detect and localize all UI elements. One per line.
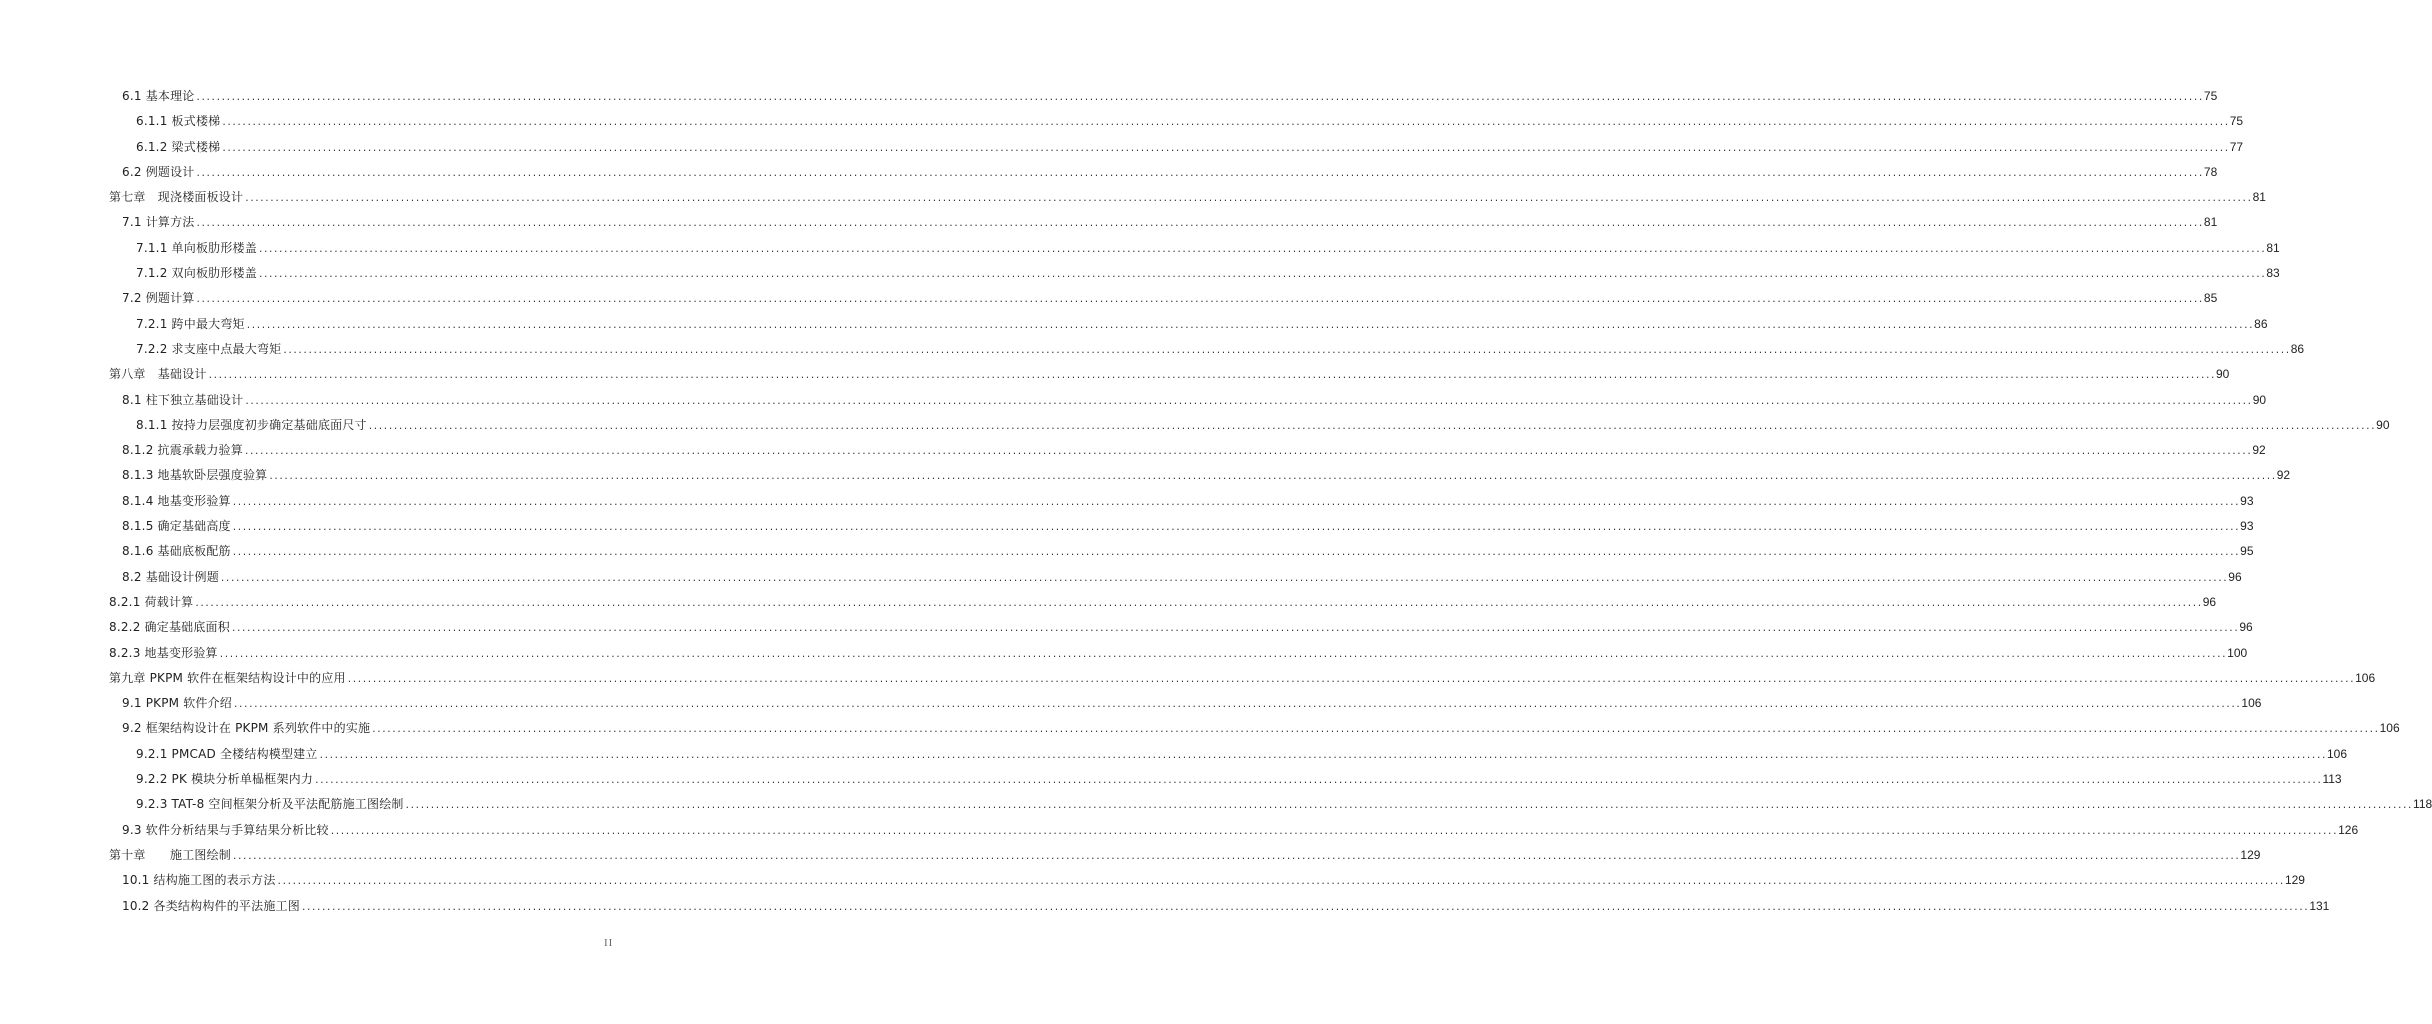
toc-entry[interactable] [0, 84, 2218, 109]
toc-entry[interactable] [0, 742, 2348, 767]
toc-leader-dots: ................................................................................................................................................................................................................................................................................................................................................................................................................ [231, 497, 2240, 508]
toc-leader-dots: ................................................................................................................................................................................................................................................................................................................................................................................................................ [194, 598, 2202, 609]
toc-entry-title: 10.1 结构施工图的表示方法 [122, 873, 276, 888]
toc-entry-title: 9.3 软件分析结果与手算结果分析比较 [122, 822, 329, 837]
toc-entry[interactable] [0, 666, 2376, 691]
toc-entry-page: 85 [2203, 291, 2218, 306]
toc-leader-dots: ................................................................................................................................................................................................................................................................................................................................................................................................................ [367, 421, 2376, 432]
toc-entry-title: 7.2.2 求支座中点最大弯矩 [136, 341, 282, 356]
toc-entry-title: 9.2 框架结构设计在 PKPM 系列软件中的实施 [122, 721, 371, 736]
toc-entry-page: 126 [2338, 822, 2359, 837]
toc-entry[interactable] [0, 894, 2330, 919]
toc-entry-page: 83 [2266, 266, 2280, 281]
toc-entry-title: 6.1.2 梁式楼梯 [136, 139, 221, 154]
toc-leader-dots: ................................................................................................................................................................................................................................................................................................................................................................................................................ [195, 168, 2203, 179]
toc-entry-title: 9.1 PKPM 软件介绍 [122, 696, 233, 711]
toc-entry-page: 81 [2203, 215, 2218, 230]
toc-leader-dots: ................................................................................................................................................................................................................................................................................................................................................................................................................ [282, 345, 2290, 356]
toc-entry-page: 86 [2254, 316, 2268, 331]
toc-leader-dots: ................................................................................................................................................................................................................................................................................................................................................................................................................ [195, 295, 2203, 306]
toc-entry-title: 8.2 基础设计例题 [122, 569, 219, 584]
toc-entry-page: 106 [2379, 721, 2400, 736]
toc-leader-dots: ................................................................................................................................................................................................................................................................................................................................................................................................................ [371, 725, 2379, 736]
toc-leader-dots: ................................................................................................................................................................................................................................................................................................................................................................................................................ [207, 371, 2215, 382]
toc-entry-page: 100 [2227, 645, 2248, 660]
toc-entry[interactable] [0, 236, 2280, 261]
toc-entry-title: 7.1 计算方法 [122, 215, 195, 230]
toc-entry[interactable] [0, 109, 2244, 134]
table-of-contents [0, 84, 2432, 919]
toc-entry-page: 93 [2240, 493, 2254, 508]
toc-leader-dots: ................................................................................................................................................................................................................................................................................................................................................................................................................ [257, 270, 2266, 281]
toc-entry-page: 113 [2322, 772, 2342, 787]
page-number: II [604, 937, 614, 949]
toc-entry-title: 7.2 例题计算 [122, 291, 195, 306]
toc-leader-dots: ................................................................................................................................................................................................................................................................................................................................................................................................................ [243, 447, 2252, 458]
toc-entry[interactable] [0, 413, 2390, 438]
toc-entry[interactable] [0, 868, 2305, 893]
toc-leader-dots: ................................................................................................................................................................................................................................................................................................................................................................................................................ [233, 700, 2241, 711]
toc-leader-dots: ................................................................................................................................................................................................................................................................................................................................................................................................................ [230, 624, 2239, 635]
toc-entry[interactable] [0, 691, 2262, 716]
toc-entry-title: 8.1.3 地基软卧层强度验算 [122, 468, 268, 483]
toc-entry-title: 10.2 各类结构构件的平法施工图 [122, 898, 300, 913]
toc-leader-dots: ................................................................................................................................................................................................................................................................................................................................................................................................................ [244, 396, 2252, 407]
toc-entry-page: 96 [2239, 620, 2253, 635]
toc-entry-title: 7.2.1 跨中最大弯矩 [136, 316, 245, 331]
toc-leader-dots: ................................................................................................................................................................................................................................................................................................................................................................................................................ [221, 143, 2229, 154]
toc-leader-dots: ................................................................................................................................................................................................................................................................................................................................................................................................................ [300, 902, 2309, 913]
toc-entry-page: 77 [2229, 139, 2244, 154]
toc-entry-page: 90 [2216, 367, 2230, 382]
toc-entry[interactable] [0, 286, 2218, 311]
toc-entry-title: 7.1.1 单向板肋形楼盖 [136, 240, 257, 255]
toc-entry[interactable] [0, 489, 2254, 514]
toc-entry[interactable] [0, 615, 2253, 640]
toc-leader-dots: ................................................................................................................................................................................................................................................................................................................................................................................................................ [232, 851, 2240, 862]
toc-entry-page: 129 [2240, 847, 2261, 862]
toc-entry-title: 8.1.6 基础底板配筋 [122, 544, 231, 559]
toc-leader-dots: ................................................................................................................................................................................................................................................................................................................................................................................................................ [219, 573, 2228, 584]
toc-entry-page: 96 [2228, 569, 2242, 584]
toc-entry[interactable] [0, 539, 2254, 564]
toc-entry-title: 6.1.1 板式楼梯 [136, 114, 221, 129]
toc-leader-dots: ................................................................................................................................................................................................................................................................................................................................................................................................................ [195, 93, 2203, 103]
toc-entry-title: 8.1 柱下独立基础设计 [122, 392, 244, 407]
toc-entry-page: 131 [2309, 898, 2330, 913]
toc-entry-title: 第八章 基础设计 [109, 367, 207, 382]
toc-entry-title: 9.2.3 TAT-8 空间框架分析及平法配筋施工图绘制 [136, 797, 404, 812]
toc-entry-page: 92 [2276, 468, 2291, 483]
toc-entry-title: 7.1.2 双向板肋形楼盖 [136, 266, 257, 281]
toc-entry-page: 93 [2240, 519, 2254, 534]
toc-entry-page: 90 [2376, 417, 2390, 432]
toc-entry-page: 90 [2252, 392, 2267, 407]
toc-leader-dots: ................................................................................................................................................................................................................................................................................................................................................................................................................ [268, 472, 2276, 483]
toc-entry-title: 8.1.2 抗震承载力验算 [122, 443, 243, 458]
toc-entry-page: 86 [2290, 341, 2305, 356]
toc-leader-dots: ................................................................................................................................................................................................................................................................................................................................................................................................................ [318, 750, 2326, 761]
toc-leader-dots: ................................................................................................................................................................................................................................................................................................................................................................................................................ [221, 118, 2229, 129]
toc-entry-page: 106 [2355, 670, 2376, 685]
toc-entry-title: 8.1.5 确定基础高度 [122, 519, 231, 534]
toc-leader-dots: ................................................................................................................................................................................................................................................................................................................................................................................................................ [245, 320, 2254, 331]
toc-leader-dots: ................................................................................................................................................................................................................................................................................................................................................................................................................ [231, 548, 2240, 559]
toc-entry[interactable] [0, 210, 2218, 235]
toc-entry-page: 95 [2240, 544, 2254, 559]
toc-entry[interactable] [0, 135, 2244, 160]
toc-entry[interactable] [0, 590, 2217, 615]
toc-entry-title: 8.2.2 确定基础底面积 [109, 620, 230, 635]
toc-entry-page: 78 [2203, 164, 2218, 179]
toc-entry-title: 8.2.3 地基变形验算 [109, 645, 218, 660]
toc-entry-page: 96 [2202, 594, 2217, 609]
toc-entry-title: 第十章 施工图绘制 [109, 847, 232, 862]
toc-entry[interactable] [0, 843, 2261, 868]
toc-entry-page: 106 [2326, 746, 2348, 761]
toc-entry-page: 75 [2203, 89, 2218, 103]
toc-entry-title: 9.2.2 PK 模块分析单榀框架内力 [136, 772, 314, 787]
toc-entry-title: 6.2 例题设计 [122, 164, 195, 179]
toc-entry[interactable] [0, 767, 2342, 792]
toc-entry-title: 第九章 PKPM 软件在框架结构设计中的应用 [109, 670, 346, 685]
toc-leader-dots: ................................................................................................................................................................................................................................................................................................................................................................................................................ [276, 877, 2284, 888]
toc-entry-title: 8.2.1 荷载计算 [109, 594, 194, 609]
toc-entry[interactable] [0, 514, 2254, 539]
toc-entry[interactable] [0, 261, 2280, 286]
toc-entry-page: 81 [2266, 240, 2280, 255]
toc-leader-dots: ................................................................................................................................................................................................................................................................................................................................................................................................................ [257, 244, 2266, 255]
toc-entry-page: 81 [2252, 190, 2266, 205]
toc-entry[interactable] [0, 438, 2266, 463]
toc-leader-dots: ................................................................................................................................................................................................................................................................................................................................................................................................................ [231, 523, 2240, 534]
toc-entry[interactable] [0, 818, 2359, 843]
toc-leader-dots: ................................................................................................................................................................................................................................................................................................................................................................................................................ [346, 674, 2355, 685]
toc-leader-dots: ................................................................................................................................................................................................................................................................................................................................................................................................................ [218, 649, 2227, 660]
toc-leader-dots: ................................................................................................................................................................................................................................................................................................................................................................................................................ [195, 219, 2203, 230]
toc-entry-title: 6.1 基本理论 [122, 89, 195, 103]
toc-entry[interactable] [0, 185, 2266, 210]
toc-leader-dots: ................................................................................................................................................................................................................................................................................................................................................................................................................ [244, 194, 2252, 205]
toc-entry[interactable] [0, 565, 2242, 590]
toc-entry-page: 118 [2413, 797, 2432, 812]
toc-entry-page: 106 [2241, 696, 2262, 711]
toc-leader-dots: ................................................................................................................................................................................................................................................................................................................................................................................................................ [329, 826, 2338, 837]
toc-leader-dots: ................................................................................................................................................................................................................................................................................................................................................................................................................ [314, 776, 2322, 787]
toc-entry-title: 第七章 现浇楼面板设计 [109, 190, 244, 205]
toc-entry[interactable] [0, 362, 2230, 387]
toc-entry-page: 129 [2284, 873, 2305, 888]
toc-entry-page: 75 [2229, 114, 2244, 129]
toc-entry[interactable] [0, 337, 2305, 362]
toc-leader-dots: ................................................................................................................................................................................................................................................................................................................................................................................................................ [404, 801, 2413, 812]
toc-entry[interactable] [0, 388, 2267, 413]
toc-entry[interactable] [0, 463, 2291, 488]
toc-entry[interactable] [0, 716, 2400, 741]
toc-entry-title: 8.1.4 地基变形验算 [122, 493, 231, 508]
toc-entry-page: 92 [2252, 443, 2266, 458]
toc-entry[interactable] [0, 160, 2218, 185]
toc-entry-title: 8.1.1 按持力层强度初步确定基础底面尺寸 [136, 417, 367, 432]
toc-entry[interactable] [0, 312, 2268, 337]
toc-entry[interactable] [0, 792, 2432, 817]
toc-entry-title: 9.2.1 PMCAD 全楼结构模型建立 [136, 746, 318, 761]
toc-entry[interactable] [0, 641, 2248, 666]
